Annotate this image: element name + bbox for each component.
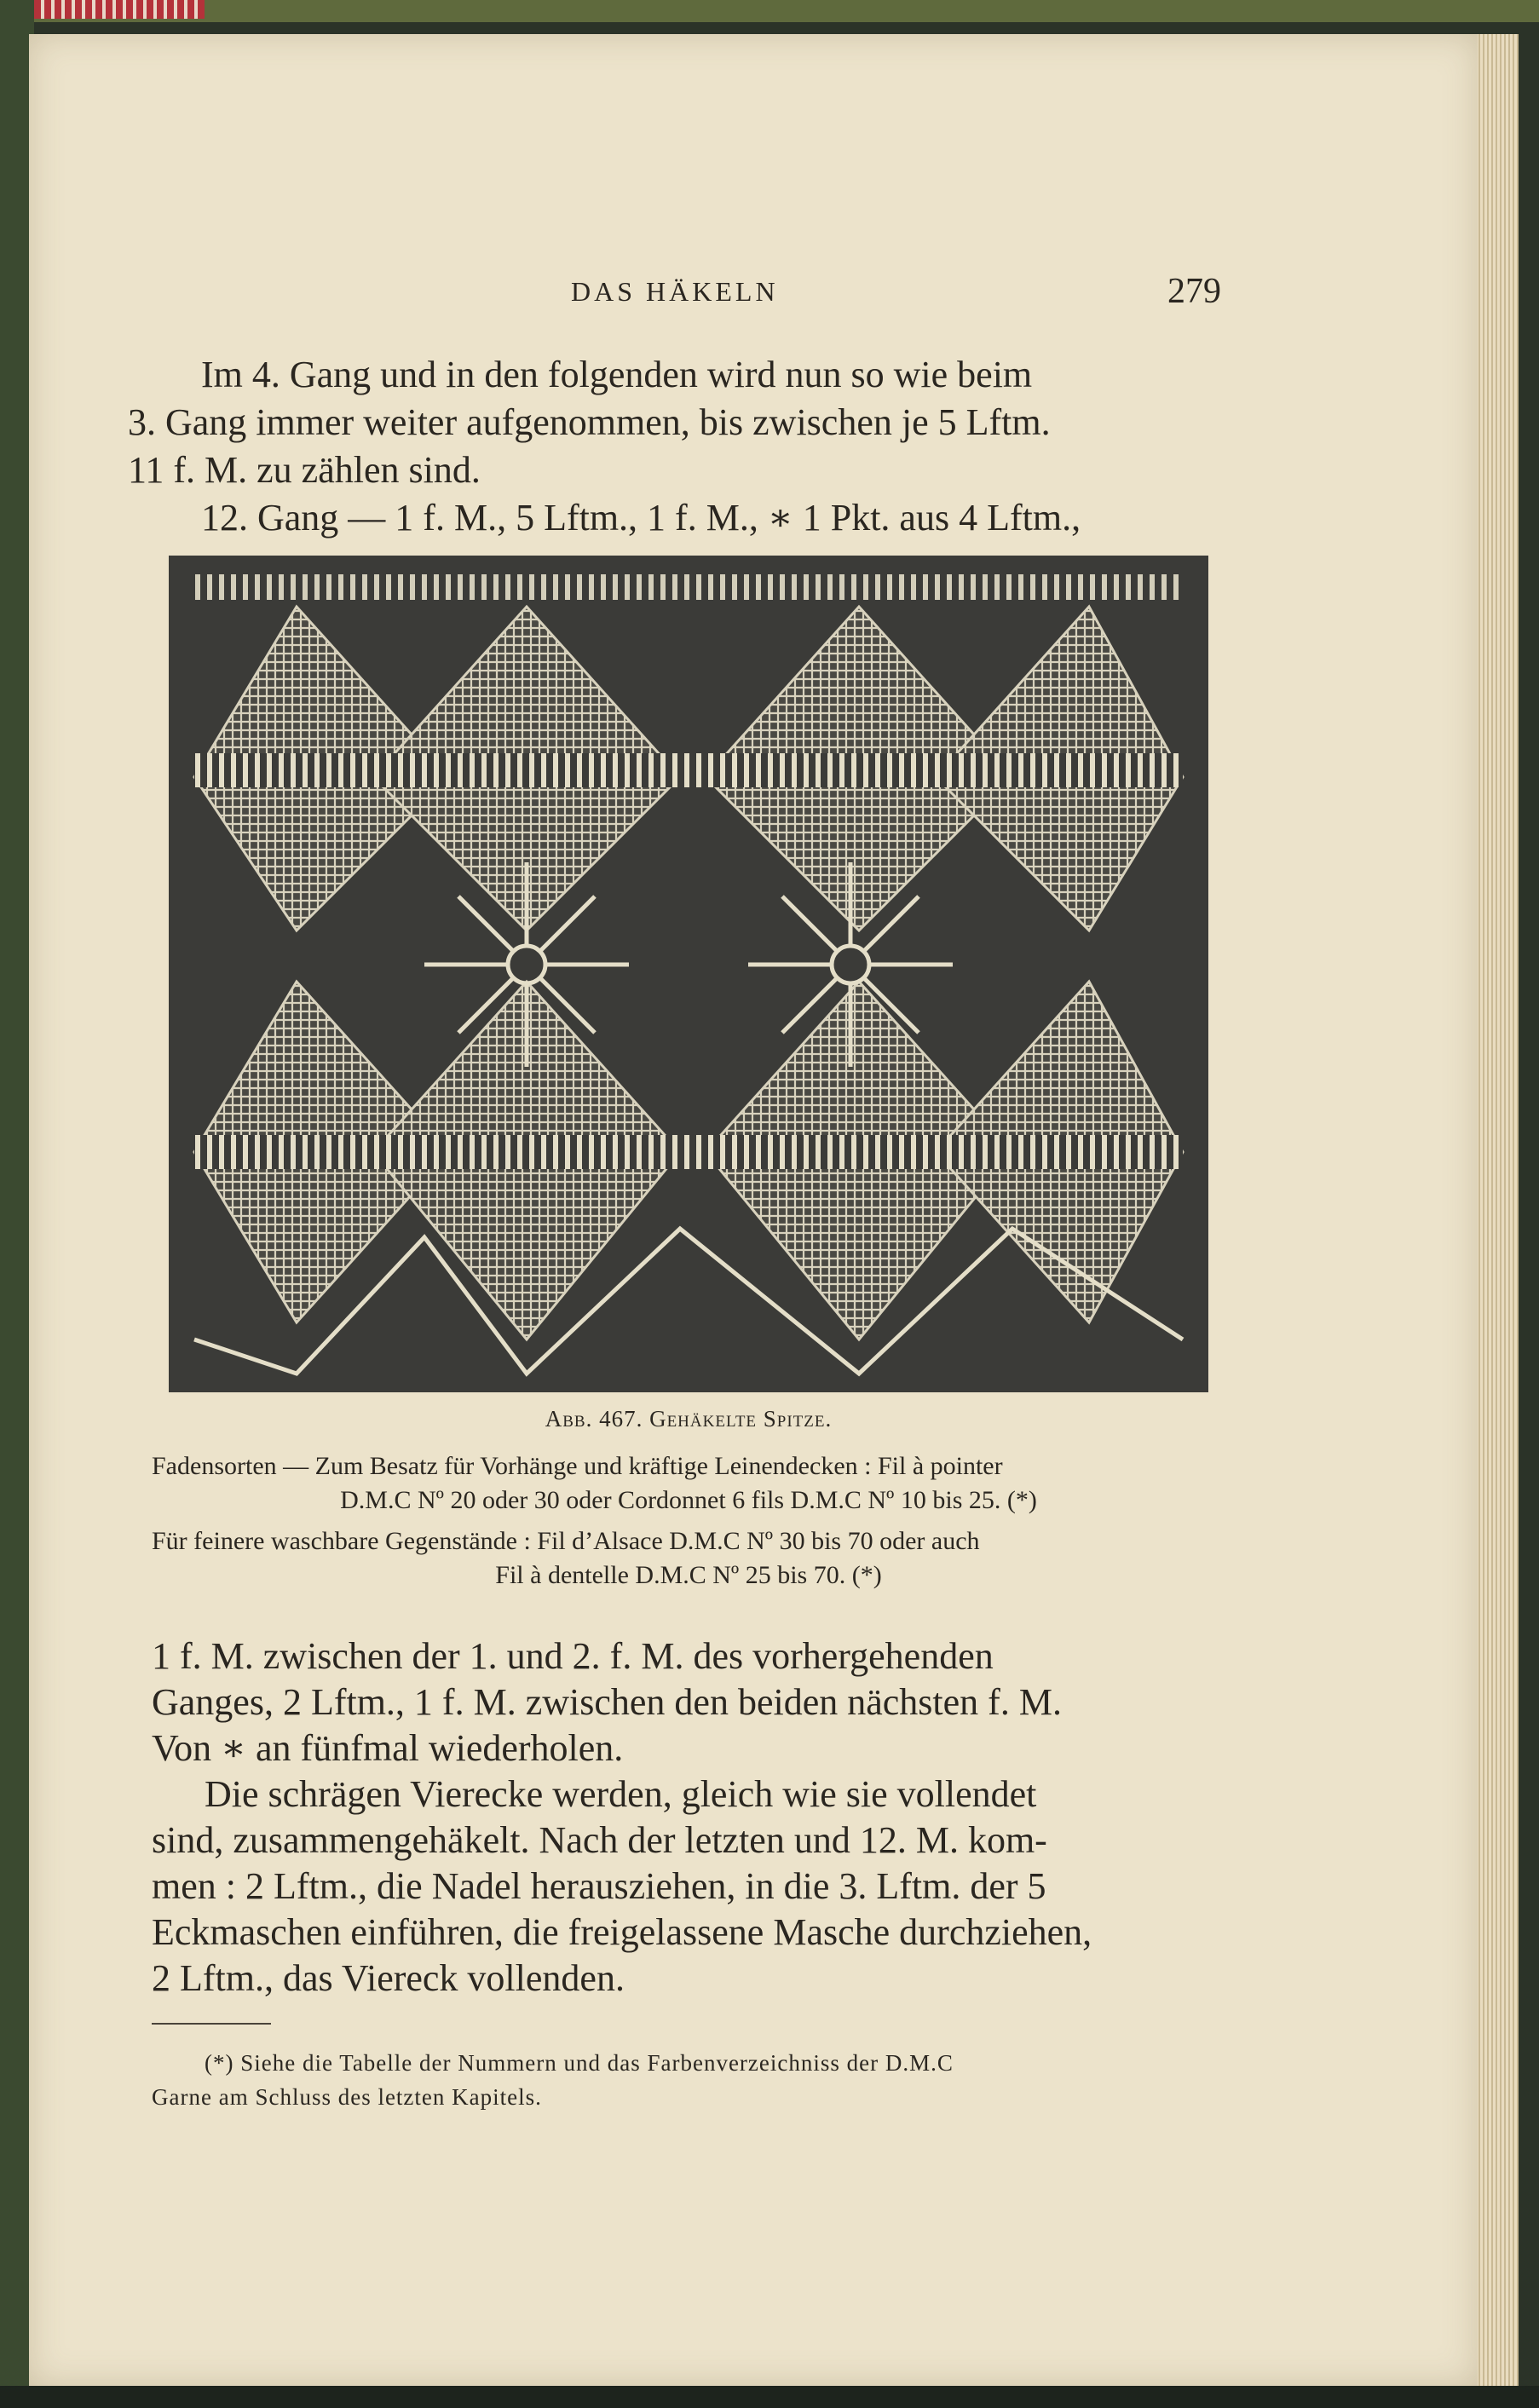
bookmark-ribbon — [34, 0, 205, 19]
body-line: 3. Gang immer weiter aufgenommen, bis zwischen je 5 Lftm. — [128, 401, 1051, 443]
body-line: Von ∗ an fünfmal wiederholen. — [152, 1727, 624, 1769]
body-line: Im 4. Gang und in den folgenden wird nun so wie beim — [201, 354, 1033, 395]
body-line: Eckmaschen einführen, die freigelassene Masche durchziehen, — [152, 1911, 1092, 1953]
bottom-edge — [0, 2386, 1539, 2408]
body-line: Ganges, 2 Lftm., 1 f. M. zwischen den beiden nächsten f. M. — [152, 1681, 1062, 1723]
crochet-lace-figure — [169, 556, 1208, 1392]
body-line: men : 2 Lftm., die Nadel herausziehen, in die 3. Lftm. der 5 — [152, 1865, 1046, 1907]
body-line: sind, zusammengehäkelt. Nach der letzten und 12. M. kom- — [152, 1819, 1047, 1861]
body-line: Die schrägen Vierecke werden, gleich wie sie vollendet — [205, 1773, 1037, 1815]
crochet-lace-illustration — [169, 556, 1208, 1392]
thread-types-line: Für feinere waschbare Gegenstände : Fil d’Alsace D.M.C Nº 30 bis 70 oder auch — [152, 1527, 980, 1555]
footnote-rule — [152, 2023, 271, 2025]
top-binding-edge — [0, 0, 1539, 22]
body-line: 1 f. M. zwischen der 1. und 2. f. M. des vorhergehenden — [152, 1635, 994, 1677]
footnote-line: (*) Siehe die Tabelle der Nummern und das Farbenverzeichniss der D.M.C — [205, 2050, 954, 2076]
thread-types-line: D.M.C Nº 20 oder 30 oder Cordonnet 6 fils D.M.C Nº 10 bis 25. (*) — [340, 1486, 1037, 1514]
thread-types-line: Fadensorten — Zum Besatz für Vorhänge und kräftige Leinendecken : Fil à pointer — [152, 1452, 1003, 1480]
body-line: 2 Lftm., das Viereck vollenden. — [152, 1957, 625, 1999]
running-head: DAS HÄKELN — [571, 276, 779, 307]
thread-types-line: Fil à dentelle D.M.C Nº 25 bis 70. (*) — [495, 1561, 882, 1589]
body-line: 12. Gang — 1 f. M., 5 Lftm., 1 f. M., ∗ 1 Pkt. aus 4 Lftm., — [201, 497, 1081, 539]
figure-caption-text: Abb. 467. Gehäkelte Spitze. — [545, 1406, 833, 1432]
figure-caption — [169, 1406, 1208, 1432]
page-number: 279 — [1167, 272, 1221, 311]
footnote-line: Garne am Schluss des letzten Kapitels. — [152, 2084, 542, 2110]
body-line: 11 f. M. zu zählen sind. — [128, 449, 481, 491]
